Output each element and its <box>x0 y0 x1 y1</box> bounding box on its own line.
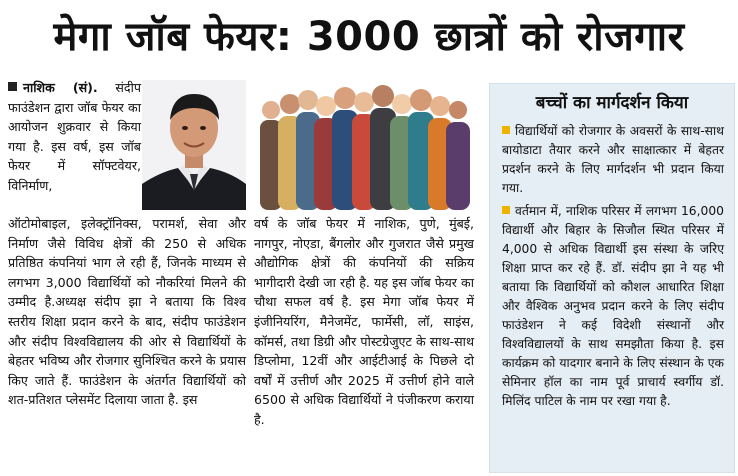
group-illustration-icon <box>254 80 474 210</box>
sidebar-box <box>489 83 735 473</box>
column-1-top <box>8 78 141 196</box>
headline: मेगा जॉब फेयर: 3000 छात्रों को रोजगार <box>53 14 685 60</box>
column-2: वर्ष के जॉब फेयर में नाशिक, पुणे, मुंबई, नागपुर, नोएडा, बैंगलोर और गुजरात जैसे प्रमुख औद्योगिक क्षेत्रों की कंपनियों की सक्रिय भागीदारी देखी जा रही है. यह इस जॉब फेयर का चौथा सफल वर्ष है. इस मेगा जॉब फेयर में इंजीनियरिंग, मैनेजमेंट, फार्मेसी, लॉ, साइंस, कॉमर्स, तथा डिग्री और पोस्टग्रेजुएट के साथ-साथ डिप्लोमा, 12वीं और आईटीआई के पिछले दो वर्षों में उत्तीर्ण और 2025 में उत्तीर्ण होने वाले 6500 से अधिक विद्यार्थियों ने पंजीकरण कराया है. <box>254 216 474 427</box>
sidebar-bullet-icon <box>502 126 510 134</box>
sidebar-bullet-icon <box>502 206 510 214</box>
sidebar-title: बच्चों का मार्गदर्शन किया <box>535 93 689 113</box>
sidebar-paragraph-1 <box>502 122 724 198</box>
group-photo <box>254 80 474 210</box>
portrait-illustration-icon <box>142 80 246 210</box>
sidebar-paragraph-2 <box>502 202 724 411</box>
column-1-top-text: संदीप फाउंडेशन द्वारा जॉब फेयर का आयोजन शुक्रवार से किया गया है. इस वर्ष, इस जॉब फेयर में सॉफ्टवेयर, विनिर्माण, <box>8 80 141 193</box>
dateline-bullet-icon <box>8 82 17 91</box>
portrait-photo <box>142 80 246 210</box>
sidebar-paragraph-2-text: वर्तमान में, नाशिक परिसर में लगभग 16,000 विद्यार्थी और बिहार के सिजौल स्थित परिसर में 4,000 से अधिक विद्यार्थी इस संस्था के जरिए शिक्षा प्राप्त कर रहे हैं. डॉ. संदीप झा ने यह भी बताया कि विद्यार्थियों को कौशल आधारित शिक्षा और वैश्विक अनुभव प्रदान करने के लिए संदीप फाउंडेशन ने कई विदेशी संस्थानों और विश्वविद्यालयों के साथ समझौता किया है. इस कार्यक्रम को यादगार बनाने के लिए संस्थान के एक सेमिनार हॉल का नाम पूर्व प्राचार्य स्वर्गीय डॉ. मिलिंद पाटिल के नाम पर रखा गया है. <box>502 204 724 408</box>
dateline: नाशिक (सं). <box>23 80 98 95</box>
column-1-bottom: ऑटोमोबाइल, इलेक्ट्रॉनिक्स, परामर्श, सेवा और निर्माण जैसे विविध क्षेत्रों की 250 से अधिक प्रतिष्ठित कंपनियां भाग ले रही हैं, जिनके माध्यम से लगभग 3,000 विद्यार्थियों को नौकरियां मिलने की उम्मीद है.अध्यक्ष संदीप झा ने बताया कि विश्व स्तरीय शिक्षा प्रदान करने के बाद, संदीप फाउंडेशन और संदीप विश्वविद्यालय की ओर से विद्यार्थियों के बेहतर भविष्य और रोजगार सुनिश्चित करने के प्रयास किए जाते हैं. फाउंडेशन के अंतर्गत विद्यार्थियों को शत-प्रतिशत प्लेसमेंट दिलाया जाता है. इस <box>8 216 246 408</box>
sidebar-paragraph-1-text: विद्यार्थियों को रोजगार के अवसरों के साथ-साथ बायोडाटा तैयार करने और साक्षात्कार में बेहतर प्रदर्शन करने के लिए मार्गदर्शन भी प्रदान किया गया. <box>502 124 724 195</box>
